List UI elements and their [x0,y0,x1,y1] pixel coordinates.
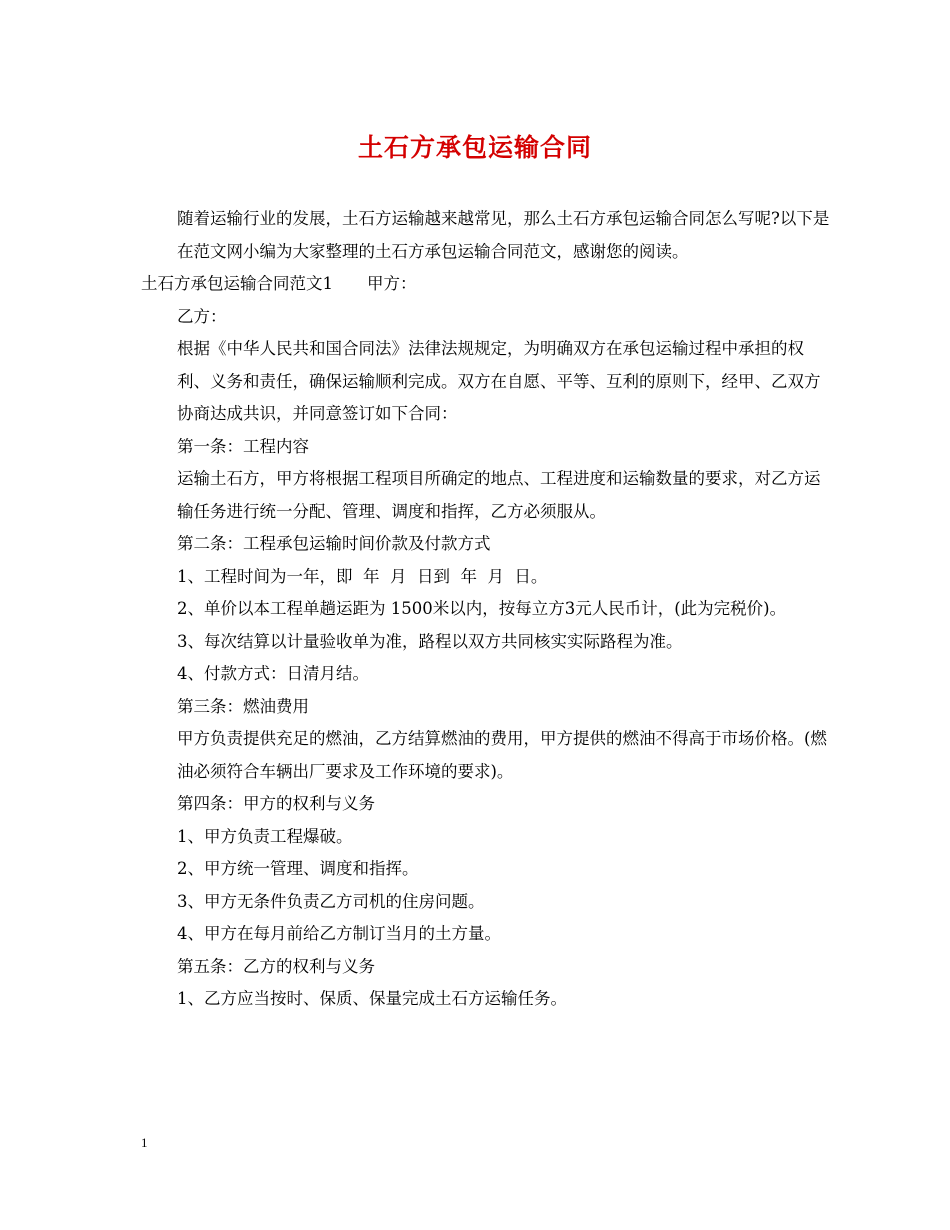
party-b-label: 乙方： [177,306,227,326]
article-2-item-4: 4、付款方式：日清月结。 [177,664,369,683]
page-number: 1 [141,1135,148,1150]
article-5-title: 第五条：乙方的权利与义务 [177,956,375,976]
article-2-item-1: 1、工程时间为一年，即 年 月 日到 年 月 日。 [177,566,548,586]
sample-heading-line [141,268,833,301]
article-2-item-2: 2、单价以本工程单趟运距为 1500米以内，按每立方3元人民币计，(此为完税价)。 [177,599,787,618]
article-5-item-1: 1、乙方应当按时、保质、保量完成土石方运输任务。 [177,989,567,1008]
article-4-item-2: 2、甲方统一管理、调度和指挥。 [177,859,419,878]
preamble-paragraph: 根据《中华人民共和国合同法》法律法规规定，为明确双方在承包运输过程中承担的权利、义务和责任，确保运输顺利完成。双方在自愿、平等、互利的原则下，经甲、乙双方协商达成共识，并同意签订如下合同： [177,339,821,423]
document-title: 土石方承包运输合同 [357,133,592,162]
article-1-title: 第一条：工程内容 [177,436,309,456]
article-4-item-4: 4、甲方在每月前给乙方制订当月的土方量。 [177,924,501,943]
article-2-title: 第二条：工程承包运输时间价款及付款方式 [177,534,491,553]
intro-paragraph: 随着运输行业的发展，土石方运输越来越常见，那么土石方承包运输合同怎么写呢?以下是在范文网小编为大家整理的土石方承包运输合同范文，感谢您的阅读。 [177,209,830,261]
article-2-item-3: 3、每次结算以计量验收单为准，路程以双方共同核实实际路程为准。 [177,631,683,651]
article-1-text: 运输土石方，甲方将根据工程项目所确定的地点、工程进度和运输数量的要求，对乙方运输任务进行统一分配、管理、调度和指挥，乙方必须服从。 [177,469,821,521]
article-4-title: 第四条：甲方的权利与义务 [177,794,375,813]
document-body [141,203,833,1016]
article-3-title: 第三条：燃油费用 [177,696,309,716]
party-a-label: 甲方： [367,274,417,293]
sample-heading: 土石方承包运输合同范文1 [141,274,333,293]
article-4-item-3: 3、甲方无条件负责乙方司机的住房问题。 [177,891,485,911]
article-3-text: 甲方负责提供充足的燃油，乙方结算燃油的费用，甲方提供的燃油不得高于市场价格。(燃油必须符合车辆出厂要求及工作环境的要求)。 [177,729,827,781]
article-4-item-1: 1、甲方负责工程爆破。 [177,826,353,846]
